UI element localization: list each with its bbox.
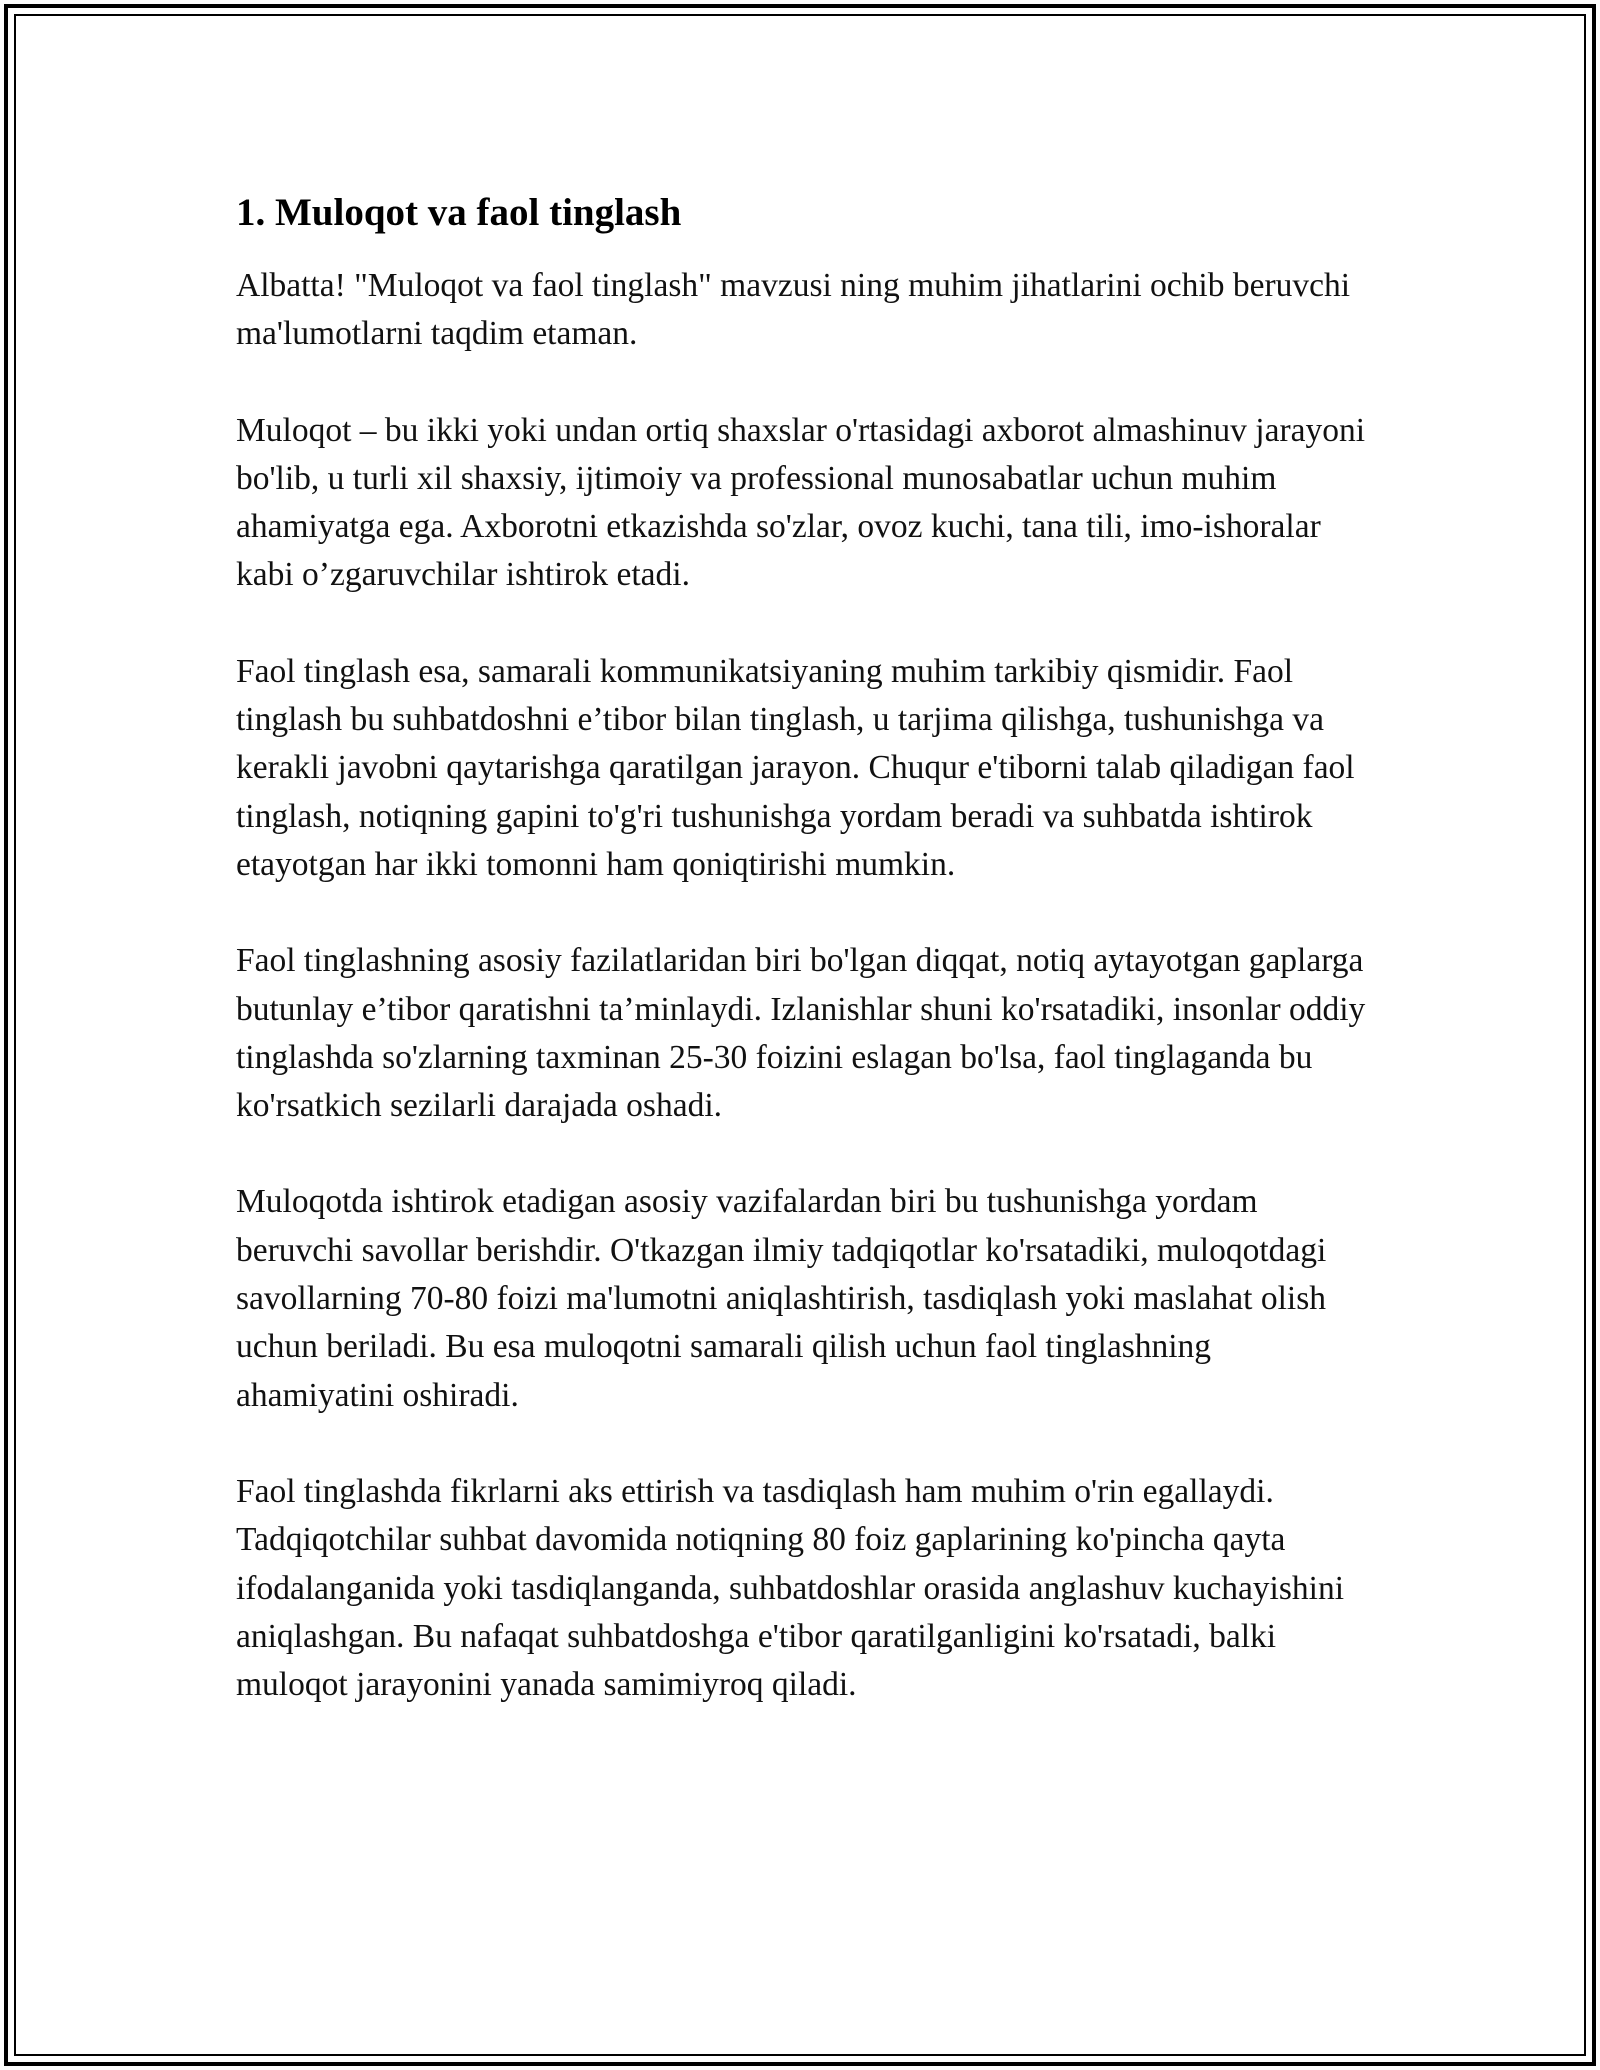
reflection-paragraph: Faol tinglashda fikrlarni aks ettirish va tasdiqlash ham muhim o'rin egallaydi. Tadqiqotchilar suhbat davomida notiqning 80 foiz gaplarining ko'pincha qayta ifodalanganida yoki tasdiqlanganda, suhbatdoshlar orasida anglashuv kuchayishini aniqlashgan. Bu nafaqat suhbatdoshga e'tibor qaratilganligini ko'rsatadi, balki muloqot jarayonini yanada samimiyroq qiladi. — [236, 1472, 1345, 1704]
intro-paragraph: Albatta! "Muloqot va faol tinglash" mavzusi ning muhim jihatlarini ochib beruvchi ma'lumotlarni taqdim etaman. — [236, 267, 1351, 353]
section-heading: 1. Muloqot va faol tinglash — [236, 191, 682, 234]
attention-paragraph: Faol tinglashning asosiy fazilatlaridan biri bo'lgan diqqat, notiq aytayotgan gaplarga butunlay e’tibor qaratishni ta’minlaydi. Izlanishlar shuni ko'rsatadiki, insonlar oddiy tinglashda so'zlarning taxminan 25-30 foizini eslagan bo'lsa, faol tinglaganda bu ko'rsatkich sezilarli darajada oshadi. — [236, 942, 1366, 1125]
document-body — [236, 188, 1366, 1709]
active-listening-paragraph: Faol tinglash esa, samarali kommunikatsiyaning muhim tarkibiy qismidir. Faol tinglash bu suhbatdoshni e’tibor bilan tinglash, u tarjima qilishga, tushunishga va kerakli javobni qaytarishga qaratilgan jarayon. Chuqur e'tiborni talab qiladigan faol tinglash, notiqning gapini to'g'ri tushunishga yordam beradi va suhbatda ishtirok etayotgan har ikki tomonni ham qoniqtirishi mumkin. — [236, 652, 1355, 883]
questions-paragraph: Muloqotda ishtirok etadigan asosiy vazifalardan biri bu tushunishga yordam beruvchi savollar berishdir. O'tkazgan ilmiy tadqiqotlar ko'rsatadiki, muloqotdagi savollarning 70-80 foizi ma'lumotni aniqlashtirish, tasdiqlash yoki maslahat olish uchun beriladi. Bu esa muloqotni samarali qilish uchun faol tinglashning ahamiyatini oshiradi. — [236, 1183, 1327, 1414]
communication-definition-paragraph: Muloqot – bu ikki yoki undan ortiq shaxslar o'rtasidagi axborot almashinuv jarayoni bo'lib, u turli xil shaxsiy, ijtimoiy va professional munosabatlar uchun muhim ahamiyatga ega. Axborotni etkazishda so'zlar, ovoz kuchi, tana tili, imo-ishoralar kabi o’zgaruvchilar ishtirok etadi. — [236, 411, 1366, 594]
